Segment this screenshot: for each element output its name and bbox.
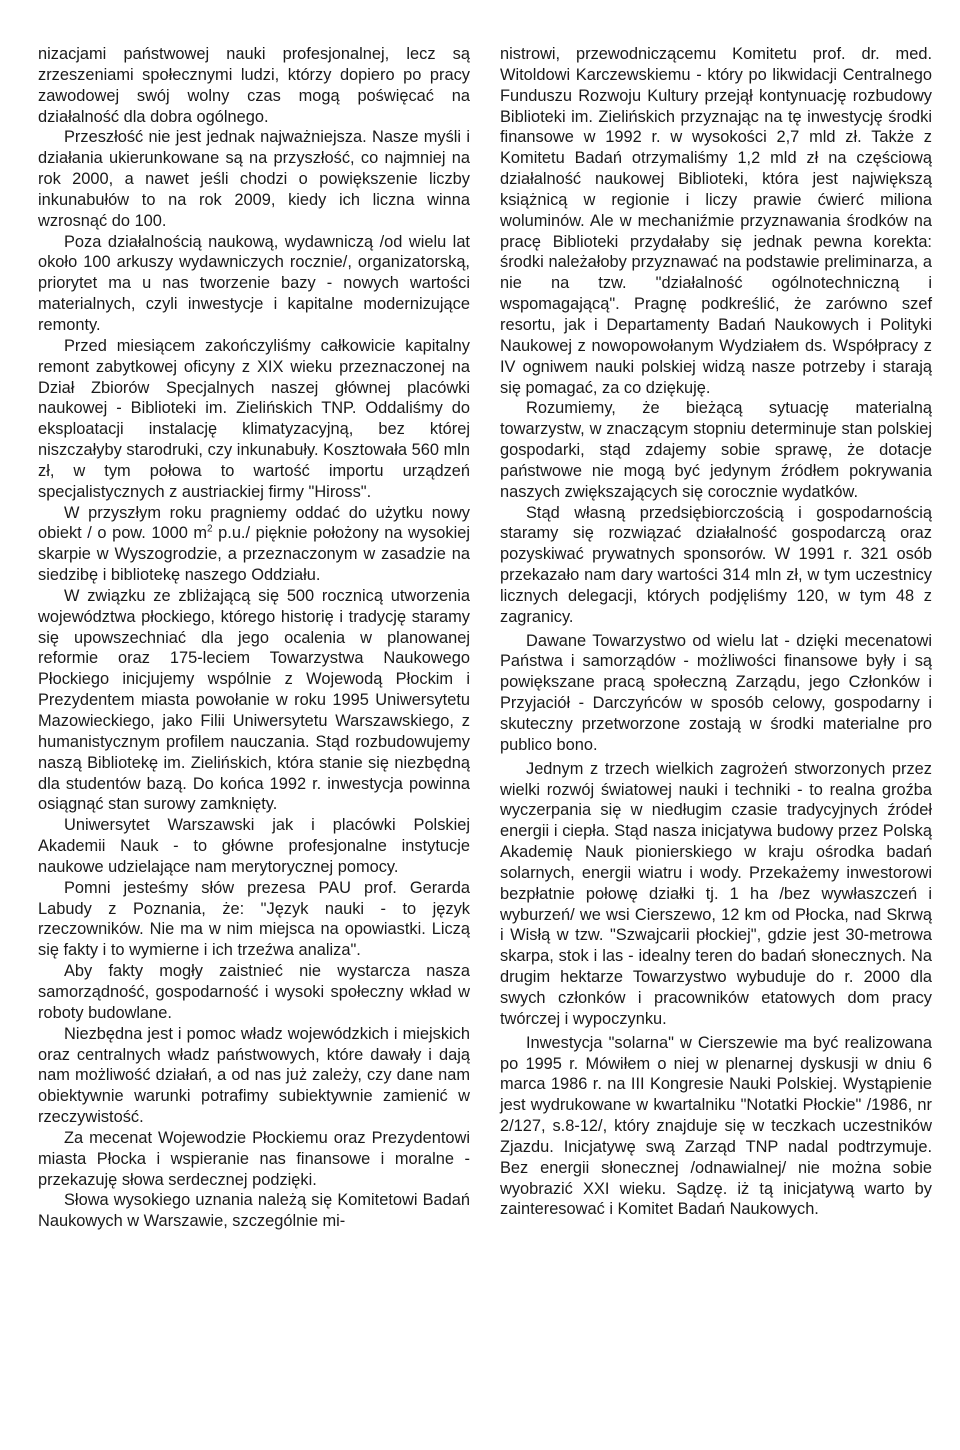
paragraph: nizacjami państwowej nauki profesjonalnej, lecz są zrzeszeniami społecznymi ludzi, którzy dopiero po pracy zawodowej swój wolny czas mogą poświęcać na działalność dla dobra ogólnego.: [38, 45, 470, 126]
left-text-column: [38, 44, 470, 1450]
paragraph: Pomni jesteśmy słów prezesa PAU prof. Gerarda Labudy z Poznania, że: "Język nauki - to język rzeczowników. Nie ma w nim miejsca na opowiastki. Liczą się fakty i to wymierne i ich trzeźwa analiza".: [38, 878, 470, 960]
paragraph: Poza działalnością naukową, wydawniczą /od wielu lat około 100 arkuszy wydawniczych rocznie/, organizatorską, priorytet ma u nas tworzenie bazy - nowych wartości materialnych, czyli inwestycje i kapitalne modernizujące remonty.: [38, 232, 470, 334]
superscript: 2: [207, 523, 213, 535]
paragraph: Dawane Towarzystwo od wielu lat - dzięki mecenatowi Państwa i samorządów - możliwości finansowe były i są powiększane pracą społeczną Zarządu, jego Członków i Przyjaciół - Darczyńców w sposób celowy, gospodarny i skuteczny przetworzone zostają w środki materialne pro publico bono.: [500, 631, 932, 754]
paragraph: Rozumiemy, że bieżącą sytuację materialną towarzystw, w znaczącym stopniu determinuje stan polskiej gospodarki, stąd zdajemy sobie sprawę, że dotacje państwowe nie mogą być jedynym źródłem pokrywania naszych zwiększających się corocznie wydatków.: [500, 399, 932, 501]
paragraph: Za mecenat Wojewodzie Płockiemu oraz Prezydentowi miasta Płocka i wspieranie nas finansowe i moralne - przekazuję słowa serdecznej podzięki.: [38, 1128, 470, 1189]
paragraph-text: p.u./ pięknie położony na wysokiej skarpie w Wyszogrodzie, a przeznaczonym w zasadzie na siedzibę i bibliotekę naszego Oddziału.: [38, 524, 470, 585]
paragraph: [38, 503, 470, 586]
paragraph: Przeszłość nie jest jednak najważniejsza. Nasze myśli i działania ukierunkowane są na przyszłość, co najmniej na rok 2000, a nawet jeśli chodzi o powiększenie liczby inkunabułów to na rok 2009, kiedy ich liczna winna wzrosnąć do 100.: [38, 128, 470, 230]
right-text-column: [500, 44, 932, 1450]
paragraph: nistrowi, przewodniczącemu Komitetu prof. dr. med. Witoldowi Karczewskiemu - który po likwidacji Centralnego Funduszu Rozwoju Kultury przejął kontynuację rozbudowy Biblioteki im. Zielińskich przyznając na tę inwestycję środki finansowe w 1992 r. w wysokości 2,7 mld zł. Także z Komitetu Badań otrzymaliśmy 1,2 mld zł na częściową działalność naukowej Biblioteki, która jest największą książnicą w regionie i liczy prawie ćwierć miliona woluminów. Ale w mechaniźmie przyznawania środków na pracę Biblioteki przydałaby się jednak pewna korekta: środki należałoby przyznawać na podstawie preliminarza, a nie na tzw. "działalność ogólnotechniczną i wspomagającą". Pragnę podkreślić, że zarówno szef resortu, jak i Departamenty Badań Naukowych i Polityki Naukowej z nowopowołanym Wydziałem ds. Współpracy z IV ogniwem nauki polskiej widzą nasze potrzeby i starają się pomagać, za co dziękuję.: [500, 45, 932, 397]
paragraph: Przed miesiącem zakończyliśmy całkowicie kapitalny remont zabytkowej oficyny z XIX wieku przeznaczonej na Dział Zbiorów Specjalnych naszej głównej placówki naukowej - Biblioteki im. Zielińskich TNP. Oddaliśmy do eksploatacji instalację klimatyzacyjną, bez której niszczałyby starodruki, czy inkunabuły. Kosztowała 560 mln zł, w tym połowa to wartość importu urządzeń specjalistycznych z austriackiej firmy "Hiross".: [38, 336, 470, 501]
paragraph: Inwestycja "solarna" w Cierszewie ma być realizowana po 1995 r. Mówiłem o niej w plenarnej dyskusji w dniu 6 marca 1986 r. na III Kongresie Nauki Polskiej. Wystąpienie jest wydrukowane w kwartalniku "Notatki Płockie" /1986, nr 2/127, s.8-12/, który znajduje się w teczkach uczestników Zjazdu. Inicjatywę swą Zarząd TNP nadal podtrzymuje. Bez energii słonecznej /odnawialnej/ nie można sobie wyobrazić XXI wieku. Sądzę. iż tą inicjatywą warto by zainteresować i Komitet Badań Naukowych.: [500, 1033, 932, 1219]
paragraph-text: W przyszłym roku pragniemy oddać do użytku nowy obiekt / o pow. 1000 m: [38, 503, 470, 543]
paragraph: Niezbędna jest i pomoc władz wojewódzkich i miejskich oraz centralnych władz państwowych, które dawały i dają nam możliwość działań, a od nas już zależy, czy dane nam obiektywnie warunki potrafimy subiektywnie zamienić w rzeczywistość.: [38, 1024, 470, 1127]
paragraph: Stąd własną przedsiębiorczością i gospodarnością staramy się rozwiązać działalność gospodarczą oraz pozyskiwać prywatnych sponsorów. W 1991 r. 321 osób przekazało nam dary wartości 314 mln zł, w tym uczestnicy licznych delegacji, których podjęliśmy 120, w tym 48 z zagranicy.: [500, 503, 932, 626]
paragraph: Słowa wysokiego uznania należą się Komitetowi Badań Naukowych w Warszawie, szczególnie mi-: [38, 1191, 470, 1231]
paragraph: W związku ze zbliżającą się 500 rocznicą utworzenia województwa płockiego, którego historię i tradycję staramy się upowszechniać dla jego ocalenia w planowanej reformie oraz 175-leciem Towarzystwa Naukowego Płockiego inicjujemy wspólnie z Wojewodą Płockim i Prezydentem miasta powołanie w roku 1995 Uniwersytetu Mazowieckiego, jako Filii Uniwersytetu Warszawskiego, z humanistycznym profilem nauczania. Stąd rozbudowujemy naszą Bibliotekę im. Zielińskich, która stanie się niezbędną dla studentów bazą. Do końca 1992 r. inwestycja powinna osiągnąć stan surowy zamknięty.: [38, 586, 470, 814]
paragraph: Aby fakty mogły zaistnieć nie wystarcza nasza samorządność, gospodarność i wysoki społeczny wkład w roboty budowlane.: [38, 962, 470, 1022]
paragraph: Uniwersytet Warszawski jak i placówki Polskiej Akademii Nauk - to główne profesjonalne instytucje naukowe udzielające nam merytorycznej pomocy.: [38, 816, 470, 876]
paragraph: Jednym z trzech wielkich zagrożeń stworzonych przez wielki rozwój światowej nauki i techniki - to realna groźba wyczerpania się w niedługim czasie tradycyjnych źródeł energii i ciepła. Stąd nasza inicjatywa budowy przez Polską Akademię Nauk pionierskiego w kraju ośrodka badań solarnych, energii wiatru i wody. Przekażemy inwestorowi bezpłatnie połowę działki tj. 1 ha /bez wywłaszczeń i wyburzeń/ we wsi Cierszewo, 12 km od Płocka, nad Skrwą i Wisłą w tzw. "Szwajcarii płockiej", gdzie jest 30-metrowa skarpa, stok i las - idealny teren do badań słonecznych. Na drugim hektarze Towarzystwo wybuduje do r. 2000 dla swych członków i pracowników etatowych dom pracy twórczej i wypoczynku.: [500, 759, 932, 1028]
